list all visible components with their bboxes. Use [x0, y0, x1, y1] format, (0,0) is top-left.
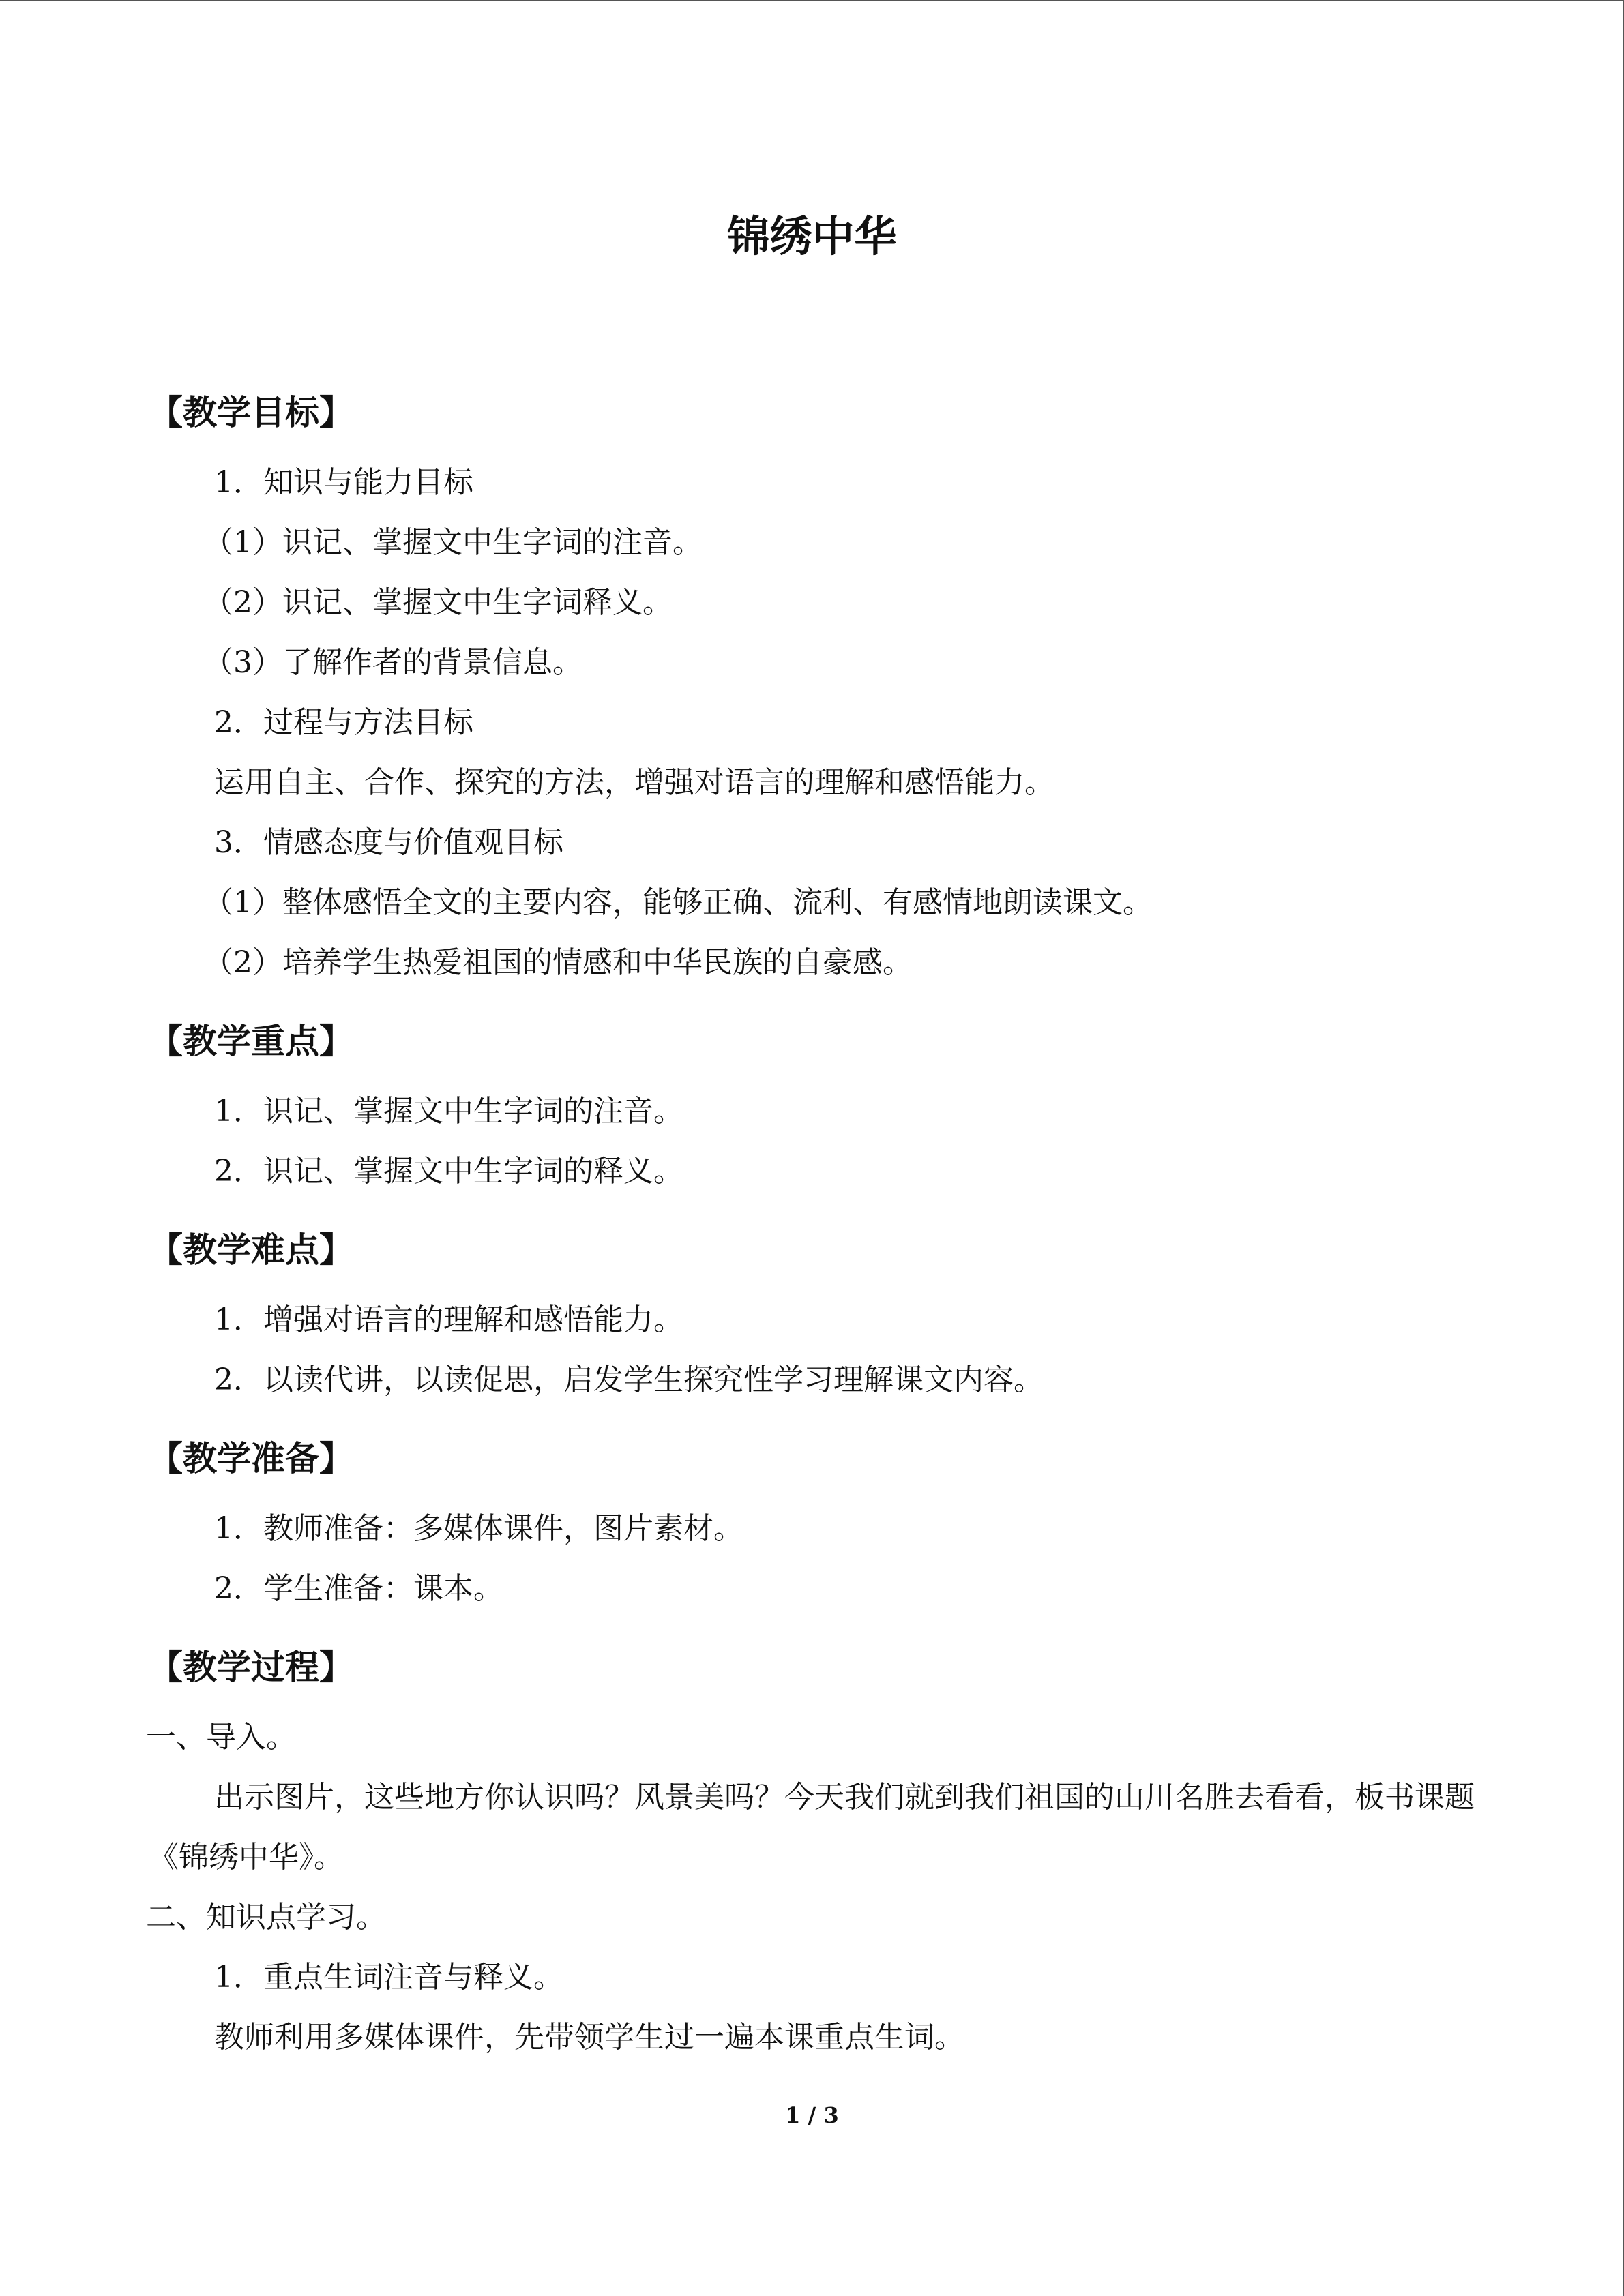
- process-line: 二、知识点学习。: [146, 1900, 386, 1935]
- preparation-line: 2．学生准备：课本。: [214, 1571, 503, 1606]
- page-number: 1 / 3: [785, 2102, 839, 2128]
- section-heading-difficulties: 【教学难点】: [149, 1230, 353, 1270]
- key-point-line: 2．识记、掌握文中生字词的释义。: [214, 1154, 683, 1189]
- preparation-line: 1．教师准备：多媒体课件，图片素材。: [214, 1511, 743, 1546]
- process-paragraph: 出示图片，这些地方你认识吗？风景美吗？今天我们就到我们祖国的山川名胜去看看，板书课题《锦绣中华》。: [149, 1780, 1475, 1875]
- difficulty-line: 2．以读代讲，以读促思，启发学生探究性学习理解课文内容。: [214, 1362, 1044, 1397]
- goal-line: （2）培养学生热爱祖国的情感和中华民族的自豪感。: [203, 945, 913, 980]
- process-line: 一、导入。: [146, 1720, 296, 1755]
- section-heading-preparation: 【教学准备】: [149, 1439, 353, 1478]
- goal-line: 2．过程与方法目标: [214, 705, 473, 740]
- goal-line: （2）识记、掌握文中生字词释义。: [203, 585, 673, 620]
- difficulty-line: 1．增强对语言的理解和感悟能力。: [214, 1302, 683, 1337]
- document-body: [146, 383, 1486, 2068]
- goal-line: 3．情感态度与价值观目标: [214, 825, 563, 860]
- goal-line: 1．知识与能力目标: [214, 465, 473, 500]
- process-line: 1．重点生词注音与释义。: [214, 1960, 563, 1995]
- goal-line: （3）了解作者的背景信息。: [203, 645, 582, 680]
- goal-line: 运用自主、合作、探究的方法，增强对语言的理解和感悟能力。: [214, 765, 1054, 800]
- section-heading-goals: 【教学目标】: [149, 393, 353, 432]
- section-heading-process: 【教学过程】: [149, 1648, 353, 1687]
- goal-line: （1）识记、掌握文中生字词的注音。: [203, 525, 703, 560]
- section-heading-key-points: 【教学重点】: [149, 1022, 353, 1061]
- goal-line: （1）整体感悟全文的主要内容，能够正确、流利、有感情地朗读课文。: [203, 885, 1153, 920]
- key-point-line: 1．识记、掌握文中生字词的注音。: [214, 1094, 683, 1129]
- process-line: 教师利用多媒体课件，先带领学生过一遍本课重点生词。: [214, 2020, 964, 2055]
- document-title: 锦绣中华: [727, 211, 897, 261]
